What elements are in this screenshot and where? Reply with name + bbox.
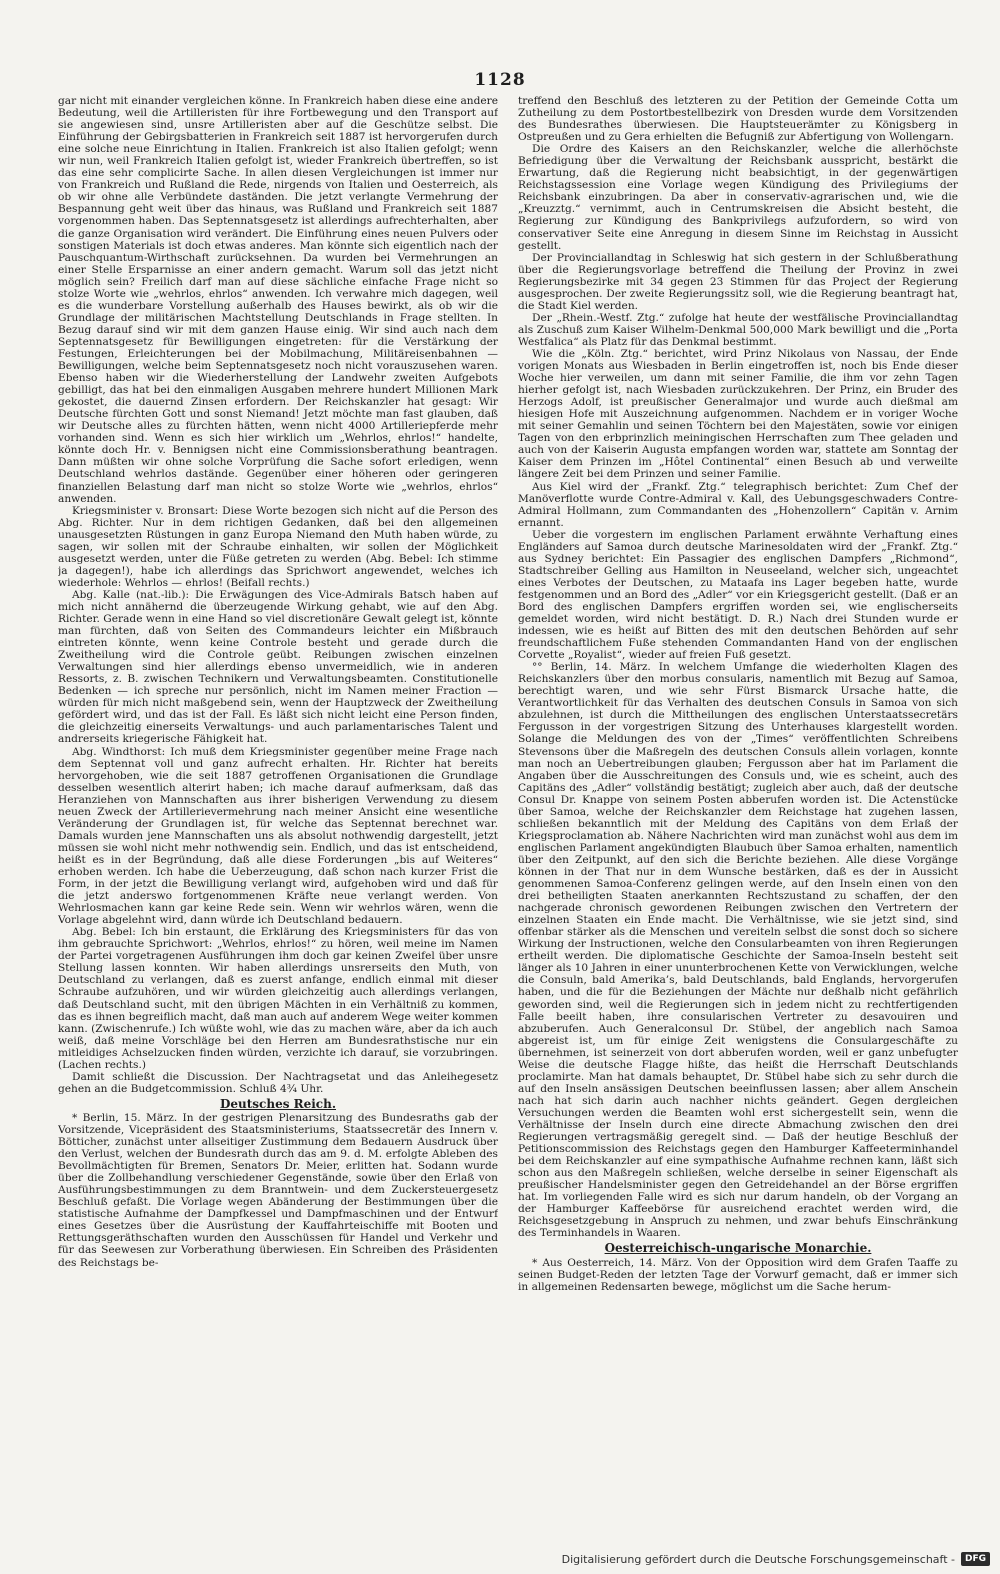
article-paragraph: Die Ordre des Kaisers an den Reichskanzler, welche die allerhöchste Befriedigung über die Verwaltung der Reichsbank ausspricht, bestärkt die Erwartung, daß die Regierung nicht beabsichtigt, in der gegenwärtigen Reichstagssession eine Vorlage wegen Kündigung des Privilegiums der Reichsbank einzubringen. Da aber in conservativ-agrarischen und, wie die „Kreuzztg.“ vernimmt, auch in Centrumskreisen die Absicht besteht, die Regierung zur Kündigung des Bankprivilegs aufzufordern, so wird von conservativer Seite eine Anregung in diesem Sinne im Reichstag in Aussicht gestellt.	[518, 143, 958, 252]
article-paragraph: * Berlin, 15. März. In der gestrigen Plenarsitzung des Bundesraths gab der Vorsitzende, Vicepräsident des Staatsministeriums, Staatssecretär des Innern v. Bötticher, zunächst unter allseitiger Zustimmung dem Bedauern Ausdruck über den Verlust, welchen der Bundesrath durch das am 9. d. M. erfolgte Ableben des Bevollmächtigten für Bremen, Senators Dr. Meier, erlitten hat. Sodann wurde über die Zollbehandlung verschiedener Gegenstände, sowie über den Erlaß von Ausführungsbestimmungen zu dem Branntwein- und dem Zuckersteuergesetz Beschluß gefaßt. Die Vorlage wegen Abänderung der Bestimmungen über die statistische Aufnahme der Dampfkessel und Dampfmaschinen und der Entwurf eines Gesetzes über die Ausrüstung der Kauffahrteischiffe mit Booten und Rettungsgeräthschaften wurden den Ausschüssen für Handel und Verkehr und für das Seewesen zur Vorberathung überwiesen. Ein Schreiben des Präsidenten des Reichstags be-	[58, 1111, 498, 1269]
section-heading: Deutsches Reich.	[219, 1096, 337, 1111]
article-paragraph: Wie die „Köln. Ztg.“ berichtet, wird Prinz Nikolaus von Nassau, der Ende vorigen Monats aus Wiesbaden in Berlin eingetroffen ist, noch bis Ende dieser Woche hier verweilen, um dann mit seiner Familie, die ihm vor zehn Tagen hierher gefolgt ist, nach Wiesbaden zurückzukehren. Der Prinz, ein Bruder des Herzogs Adolf, ist preußischer Generalmajor und wurde auch dießmal am hiesigen Hofe mit Auszeichnung aufgenommen. Nachdem er in voriger Woche mit seiner Gemahlin und seinen Töchtern bei den Majestäten, sowie vor einigen Tagen von den erbprinzlich meiningischen Herrschaften zum Thee geladen und auch von der Kaiserin Augusta empfangen worden war, stattete am Sonntag der Kaiser dem Prinzen im „Hôtel Continental“ einen Besuch ab und verweilte längere Zeit bei dem Prinzen und seiner Familie.	[518, 347, 958, 481]
article-paragraph: Kriegsminister v. Bronsart: Diese Worte bezogen sich nicht auf die Person des Abg. Richter. Nur in dem richtigen Gedanken, daß bei den allgemeinen unausgesetzten Rüstungen in ganz Europa Niemand den Muth haben würde, zu sagen, wir sollen mit der Schraube einhalten, wir sollen der Möglichkeit ausgesetzt werden, unter die Füße getreten zu werden (Abg. Bebel: Ich stimme ja dagegen!), habe ich allerdings das Sprichwort angewendet, welches ich wiederhole: Wehrlos — ehrlos! (Beifall rechts.)	[58, 504, 498, 589]
article-paragraph: Abg. Bebel: Ich bin erstaunt, die Erklärung des Kriegsministers für das von ihm gebrauchte Sprichwort: „Wehrlos, ehrlos!“ zu hören, weil meine im Namen der Partei vorgetragenen Ausführungen ihm doch gar keinen Zweifel über unsre Stellung lassen konnten. Wir haben allerdings unsrerseits den Muth, von Deutschland zu verlangen, daß es zuerst anfange, endlich einmal mit dieser Schraube aufzuhören, und wir würden gleichzeitig auch allerdings verlangen, daß Deutschland sucht, mit den übrigen Mächten in ein Verhältniß zu kommen, das es ihnen begreiflich macht, daß man auch auf anderem Wege weiter kommen kann. (Zwischenrufe.) Ich wüßte wohl, wie das zu machen wäre, aber da ich auch weiß, daß meine Vorschläge bei den Herren am Bundesrathstische nur ein mitleidiges Achselzucken finden würden, verzichte ich darauf, sie vorzubringen. (Lachen rechts.)	[58, 926, 498, 1071]
article-paragraph: treffend den Beschluß des letzteren zu der Petition der Gemeinde Cotta um Zutheilung zu dem Postortbestellbezirk von Dresden wurde dem Vorsitzenden des Bundesrathes überwiesen. Die Hauptsteuerämter zu Königsberg in Ostpreußen und zu Gera erhielten die Befugniß zur Abfertigung von Wollengarn.	[518, 95, 958, 144]
dfg-logo: DFG	[961, 1552, 990, 1566]
article-paragraph: °° Berlin, 14. März. In welchem Umfange die wiederholten Klagen des Reichskanzlers über den morbus consularis, namentlich mit Bezug auf Samoa, berechtigt waren, und wie sehr Fürst Bismarck Ursache hatte, die Verantwortlichkeit für das Verhalten des deutschen Consuls in Samoa von sich abzulehnen, ist durch die Mittheilungen des englischen Unterstaatssecretärs Fergusson in der vorgestrigen Sitzung des Unterhauses klargestellt worden. Solange die Meldungen des von der „Times“ veröffentlichten Schreibens Stevensons über die Maßregeln des deutschen Consuls allein vorlagen, konnte man noch an Uebertreibungen glauben; Fergusson aber hat im Parlament die Angaben über die Ausschreitungen des Consuls und, wie es scheint, auch des Capitäns des „Adler“ vollständig bestätigt; zugleich aber auch, daß der deutsche Consul Dr. Knappe von seinem Posten abberufen worden ist. Die Actenstücke über Samoa, welche der Reichskanzler dem Reichstage hat zugehen lassen, schließen bekanntlich mit der Meldung des Capitäns von dem Erlaß der Kriegsproclamation ab. Nähere Nachrichten wird man zunächst wohl aus dem im englischen Parlament angekündigten Blaubuch über Samoa erhalten, namentlich über den Zeitpunkt, auf den sich die Berichte beziehen. Alle diese Vorgänge können in der That nur in dem Wunsche bestärken, daß es der in Aussicht genommenen Samoa-Conferenz gelingen werde, auf den Inseln einen von den drei betheiligten Staaten anerkannten Rechtszustand zu schaffen, der den nachgerade chronisch gewordenen Reibungen zwischen den Vertretern der einzelnen Staaten ein Ende macht. Die Verhältnisse, wie sie jetzt sind, sind offenbar stärker als die Menschen und vereiteln selbst die sonst doch so sichere Wirkung der Instructionen, welche den Consularbeamten von ihren Regierungen ertheilt werden. Die diplomatische Geschichte der Samoa-Inseln besteht seit länger als 10 Jahren in einer ununterbrochenen Kette von Verwicklungen, welche die Consuln, bald Amerika’s, bald Deutschlands, bald Englands, hervorgerufen haben, und die für die Beziehungen der Mächte nur deßhalb nicht gefährlich geworden sind, weil die Regierungen sich in jedem nicht zu rechtfertigenden Falle beeilt haben, ihre consularischen Vertreter zu desavouiren und abzuberufen. Auch Generalconsul Dr. Stübel, der angeblich nach Samoa abgereist ist, um für einige Zeit wenigstens die Consulargeschäfte zu übernehmen, ist seinerzeit von dort abberufen worden, weil er ganz unbefugter Weise die deutsche Flagge hißte, das heißt die Herrschaft Deutschlands proclamirte. Man hat damals behauptet, Dr. Stübel habe sich zu sehr durch die auf den Inseln ansässigen Deutschen beeinflussen lassen; aber allem Anschein nach hat sich darin auch nachher nichts geändert. Gegen dergleichen Versuchungen werden die Beamten wohl erst sichergestellt sein, wenn die Verhältnisse der Inseln durch eine directe Abmachung zwischen den drei Regierungen vertragsmäßig geregelt sind. — Daß der heutige Beschluß der Petitionscommission des Reichstags gegen den Hamburger Kaffeeterminhandel bei dem Reichskanzler auf eine sympathische Aufnahme rechnen kann, läßt sich schon aus den Maßregeln schließen, welche derselbe in seiner Eigenschaft als preußischer Handelsminister gegen den Getreidehandel an der Börse ergriffen hat. Im vorliegenden Falle wird es sich nur darum handeln, ob der Vorgang an der Hamburger Kaffeebörse für ausreichend erachtet werden wird, die Reichsgesetzgebung in Anspruch zu nehmen, und zwar behufs Einschränkung des Terminhandels in Waaren.	[518, 661, 958, 1240]
article-paragraph: Abg. Kalle (nat.-lib.): Die Erwägungen des Vice-Admirals Batsch haben auf mich nicht annähernd die überzeugende Wirkung gehabt, wie auf den Abg. Richter. Gerade wenn in eine Hand so viel discretionäre Gewalt gelegt ist, könnte man fürchten, daß von Seiten des Commandeurs leichter ein Mißbrauch eintreten könnte, wenn keine Controle besteht und gerade durch die Zweitheilung wird die Controle geübt. Reibungen zwischen einzelnen Verwaltungen sind hier allerdings ebenso unvermeidlich, wie in anderen Ressorts, z. B. zwischen Technikern und Verwaltungsbeamten. Constitutionelle Bedenken — ich spreche nur persönlich, nicht im Namen meiner Fraction — würden für mich nicht maßgebend sein, wenn der Hauptzweck der Zweitheilung gefördert wird, und das ist der Fall. Es läßt sich nicht leicht eine Person finden, die gleichzeitig einerseits Verwaltungs- und auch parlamentarisches Talent und andrerseits kriegerische Fähigkeit hat.	[58, 588, 498, 746]
article-paragraph: Der Provinciallandtag in Schleswig hat sich gestern in der Schlußberathung über die Regierungsvorlage betreffend die Theilung der Provinz in zwei Regierungsbezirke mit 34 gegen 23 Stimmen für das Project der Regierung ausgesprochen. Der zweite Regierungssitz soll, wie die Regierung beantragt hat, die Stadt Kiel werden.	[518, 251, 958, 312]
section-heading: Oesterreichisch-ungarische Monarchie.	[604, 1241, 872, 1256]
article-paragraph: * Aus Oesterreich, 14. März. Von der Opposition wird dem Grafen Taaffe zu seinen Budget-Reden der letzten Tage der Vorwurf gemacht, daß er immer sich in allgemeinen Redensarten bewege, möglichst um die Sache herum-	[518, 1256, 958, 1293]
credit-text: Digitalisierung gefördert durch die Deutsche Forschungsgemeinschaft -	[561, 1552, 955, 1566]
article-paragraph: gar nicht mit einander vergleichen könne. In Frankreich haben diese eine andere Bedeutung, weil die Artilleristen für ihre Fortbewegung und den Transport auf sie angewiesen sind, unsre Artilleristen aber auf die Geschütze selbst. Die Einführung der Gebirgsbatterien in Frankreich seit 1887 ist hervorgerufen durch eine solche neue Einrichtung in Italien. Frankreich ist also Italien gefolgt; wenn wir nun, weil Frankreich Italien gefolgt ist, wieder Frankreich übertreffen, so ist das eine sehr complicirte Sache. In allen diesen Vergleichungen ist immer nur von Frankreich und Rußland die Rede, nirgends von Italien und Oesterreich, als ob wir ohne alle Verbündete daständen. Die jetzt verlangte Vermehrung der Bespannung geht weit über das hinaus, was Rußland und Frankreich seit 1887 vorgenommen haben. Das Septennatsgesetz ist allerdings aufrechterhalten, aber die ganze Organisation wird verändert. Die Einführung eines neuen Pulvers oder sonstigen Materials ist doch etwas anderes. Man könnte sich eigentlich nach der Pauschquantum-Wirthschaft zurücksehnen. Da wurden bei Vermehrungen an einer Stelle Ersparnisse an einer andern gemacht. Warum soll das jetzt nicht möglich sein? Freilich darf man auf diese sächliche einfache Frage nicht so stolze Worte wie „wehrlos, ehrlos“ anwenden. Ich verwahre mich dagegen, weil es die wunderbare Vorstellung außerhalb des Hauses bewirkt, als ob wir die Grundlage der militärischen Machtstellung Deutschlands in Frage stellten. In Bezug darauf sind wir mit dem ganzen Hause einig. Wir sind auch nach dem Septennatsgesetz für Bewilligungen eingetreten: für die Verstärkung der Festungen, Erleichterungen bei der Mobilmachung, Militäreisenbahnen — Bewilligungen, welche beim Septennatsgesetz noch nicht vorauszusehen waren. Ebenso haben wir die Wiederherstellung der Landwehr zweiten Aufgebots gebilligt, das hat bei den einmaligen Ausgaben mehrere hundert Millionen Mark gekostet, die dauernd Zinsen erfordern. Der Reichskanzler hat gesagt: Wir Deutsche fürchten Gott und sonst Niemand! Jetzt möchte man fast glauben, daß wir Deutsche alles zu fürchten hätten, wenn nicht 4000 Artilleriepferde mehr vorhanden sind. Wenn es sich hier wirklich um „Wehrlos, ehrlos!“ handelte, könnte doch Hr. v. Bennigsen nicht eine Commissionsberathung beantragen. Dann müßten wir ohne solche Vorprüfung die Sache sofort erledigen, wenn Deutschland wehrlos dastände. Gegenüber einer höheren oder geringeren finanziellen Belastung darf man nicht so stolze Worte wie „wehrlos, ehrlos“ anwenden.	[58, 95, 498, 505]
left-column	[58, 95, 498, 1525]
article-paragraph: Abg. Windthorst: Ich muß dem Kriegsminister gegenüber meine Frage nach dem Septennat voll und ganz aufrecht erhalten. Hr. Richter hat bereits hervorgehoben, wie die seit 1887 getroffenen Organisationen die Grundlage desselben wesentlich alterirt haben; ich mache darauf aufmerksam, daß das Heranziehen von Mannschaften aus ihrer bisherigen Verwendung zu diesem neuen Zweck der Artillerievermehrung nach meiner Ansicht eine wesentliche Veränderung der Grundlagen ist, für welche das Septennat berechnet war. Damals wurden jene Mannschaften uns als absolut nothwendig dargestellt, jetzt müssen sie wohl nicht mehr nothwendig sein. Endlich, und das ist entscheidend, heißt es in der Begründung, daß alle diese Forderungen „bis auf Weiteres“ erhoben werden. Ich habe die Ueberzeugung, daß schon nach kurzer Frist die Form, in der jetzt die Bewilligung verlangt wird, aufgehoben wird und daß für die jetzt anderswo fortgenommenen Kräfte neue verlangt werden. Von Wehrlosmachen kann gar keine Rede sein. Wenn wir wehrlos wären, wenn die Vorlage abgelehnt wird, dann würde ich Deutschland bedauern.	[58, 745, 498, 927]
article-paragraph: Damit schließt die Discussion. Der Nachtragsetat und das Anleihegesetz gehen an die Budgetcommission. Schluß 4¾ Uhr.	[58, 1070, 498, 1095]
page-number: 1128	[474, 70, 526, 90]
article-paragraph: Der „Rhein.-Westf. Ztg.“ zufolge hat heute der westfälische Provinciallandtag als Zuschuß zum Kaiser Wilhelm-Denkmal 500,000 Mark bewilligt und die „Porta Westfalica“ als Platz für das Denkmal bestimmt.	[518, 311, 958, 348]
article-paragraph: Ueber die vorgestern im englischen Parlament erwähnte Verhaftung eines Engländers auf Samoa durch deutsche Marinesoldaten wird der „Frankf. Ztg.“ aus Sydney berichtet: Ein Passagier des englischen Dampfers „Richmond“, Stadtschreiber Gelling aus Hamilton in Neuseeland, welcher sich, ungeachtet eines Verbotes der Deutschen, zu Mataafa ins Lager begeben hatte, wurde festgenommen und an Bord des „Adler“ vor ein Kriegsgericht gestellt. (Daß er an Bord des englischen Dampfers ergriffen worden sei, wie englischerseits gemeldet worden, wird nicht bestätigt. D. R.) Nach drei Stunden wurde er indessen, wie es heißt auf Bitten des mit den deutschen Behörden auf sehr freundschaftlichem Fuße stehenden Commandanten Hand von der englischen Corvette „Royalist“, wieder auf freien Fuß gesetzt.	[518, 528, 958, 662]
article-paragraph: Aus Kiel wird der „Frankf. Ztg.“ telegraphisch berichtet: Zum Chef der Manöverflotte wurde Contre-Admiral v. Kall, des Uebungsgeschwaders Contre-Admiral Hollmann, zum Commandanten des „Hohenzollern“ Capitän v. Arnim ernannt.	[518, 480, 958, 529]
digitization-credit	[562, 1552, 990, 1566]
right-column	[518, 95, 958, 1525]
